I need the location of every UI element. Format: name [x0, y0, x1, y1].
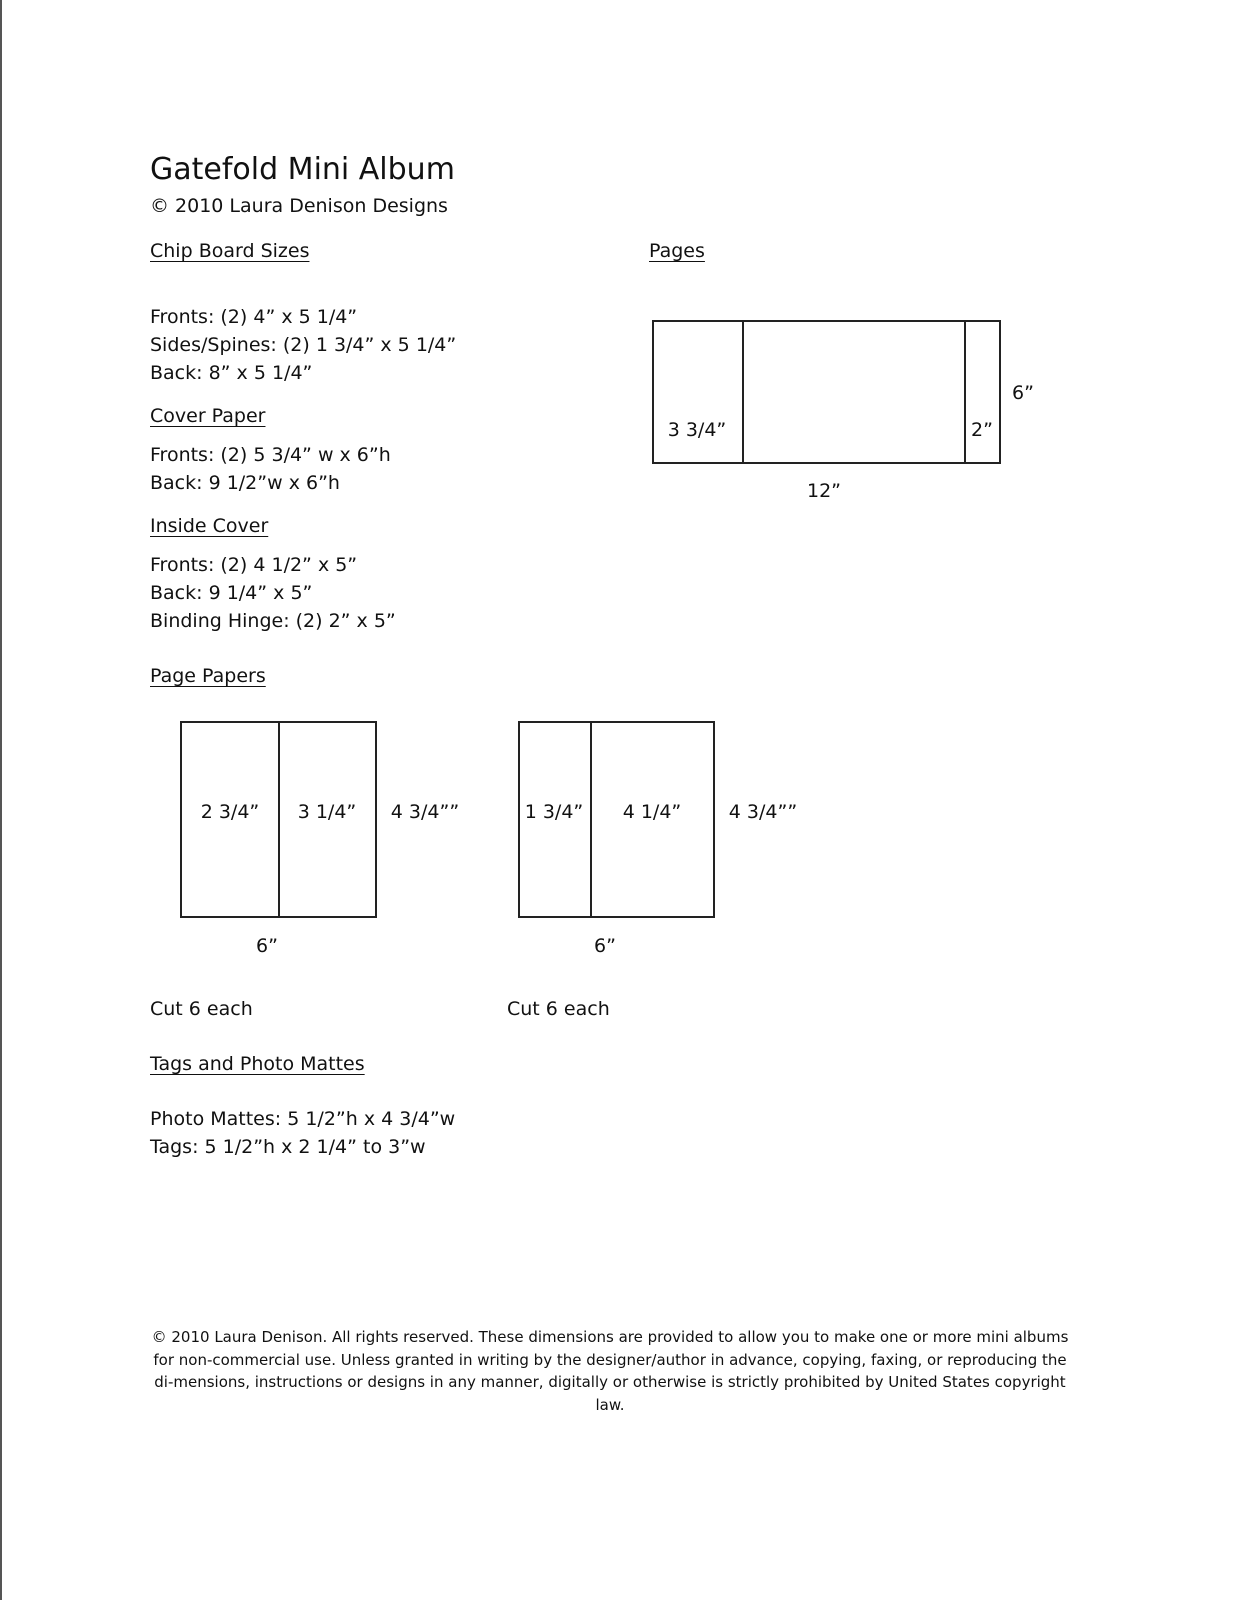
- fold-line: [742, 322, 744, 462]
- chip-board-line: Fronts: (2) 4” x 5 1/4”: [150, 306, 358, 328]
- inside-cover-heading: Inside Cover: [150, 515, 269, 537]
- tags-line: Photo Mattes: 5 1/2”h x 4 3/4”w: [150, 1108, 456, 1130]
- pages-width-label: 12”: [806, 480, 842, 502]
- width-label: 6”: [594, 935, 616, 957]
- panel-label: 3 1/4”: [297, 801, 357, 823]
- cover-paper-line: Fronts: (2) 5 3/4” w x 6”h: [150, 444, 391, 466]
- chip-board-line: Back: 8” x 5 1/4”: [150, 362, 313, 384]
- pages-right-label: 2”: [971, 419, 993, 441]
- page-title: Gatefold Mini Album: [150, 152, 455, 187]
- fold-line: [278, 723, 280, 916]
- panel-label: 2 3/4”: [200, 801, 260, 823]
- page-papers-heading: Page Papers: [150, 665, 266, 687]
- inside-cover-line: Binding Hinge: (2) 2” x 5”: [150, 610, 396, 632]
- cover-paper-line: Back: 9 1/2”w x 6”h: [150, 472, 340, 494]
- height-label: 4 3/4””: [728, 801, 798, 823]
- cut-note: Cut 6 each: [150, 998, 253, 1020]
- height-label: 4 3/4””: [390, 801, 460, 823]
- inside-cover-line: Back: 9 1/4” x 5”: [150, 582, 313, 604]
- cover-paper-heading: Cover Paper: [150, 405, 266, 427]
- pages-left-label: 3 3/4”: [667, 419, 727, 441]
- tags-line: Tags: 5 1/2”h x 2 1/4” to 3”w: [150, 1136, 426, 1158]
- width-label: 6”: [256, 935, 278, 957]
- copyright-line: © 2010 Laura Denison Designs: [150, 195, 448, 217]
- pages-heading: Pages: [649, 240, 705, 262]
- fold-line: [590, 723, 592, 916]
- panel-label: 1 3/4”: [524, 801, 584, 823]
- chip-board-heading: Chip Board Sizes: [150, 240, 310, 262]
- pages-diagram: [652, 320, 1001, 464]
- chip-board-line: Sides/Spines: (2) 1 3/4” x 5 1/4”: [150, 334, 457, 356]
- pages-height-label: 6”: [1012, 382, 1034, 404]
- inside-cover-line: Fronts: (2) 4 1/2” x 5”: [150, 554, 358, 576]
- cut-note: Cut 6 each: [507, 998, 610, 1020]
- panel-label: 4 1/4”: [622, 801, 682, 823]
- fold-line: [964, 322, 966, 462]
- copyright-notice: © 2010 Laura Denison. All rights reserved. These dimensions are provided to allow you to make one or more mini albums for non-commercial use. Unless granted in writing by the designer/author in advance, copying, faxing, or reproducing the di-mensions, instructions or designs in any manner, digitally or otherwise is strictly prohibited by United States copyright law.: [151, 1328, 1069, 1414]
- tags-heading: Tags and Photo Mattes: [150, 1053, 365, 1075]
